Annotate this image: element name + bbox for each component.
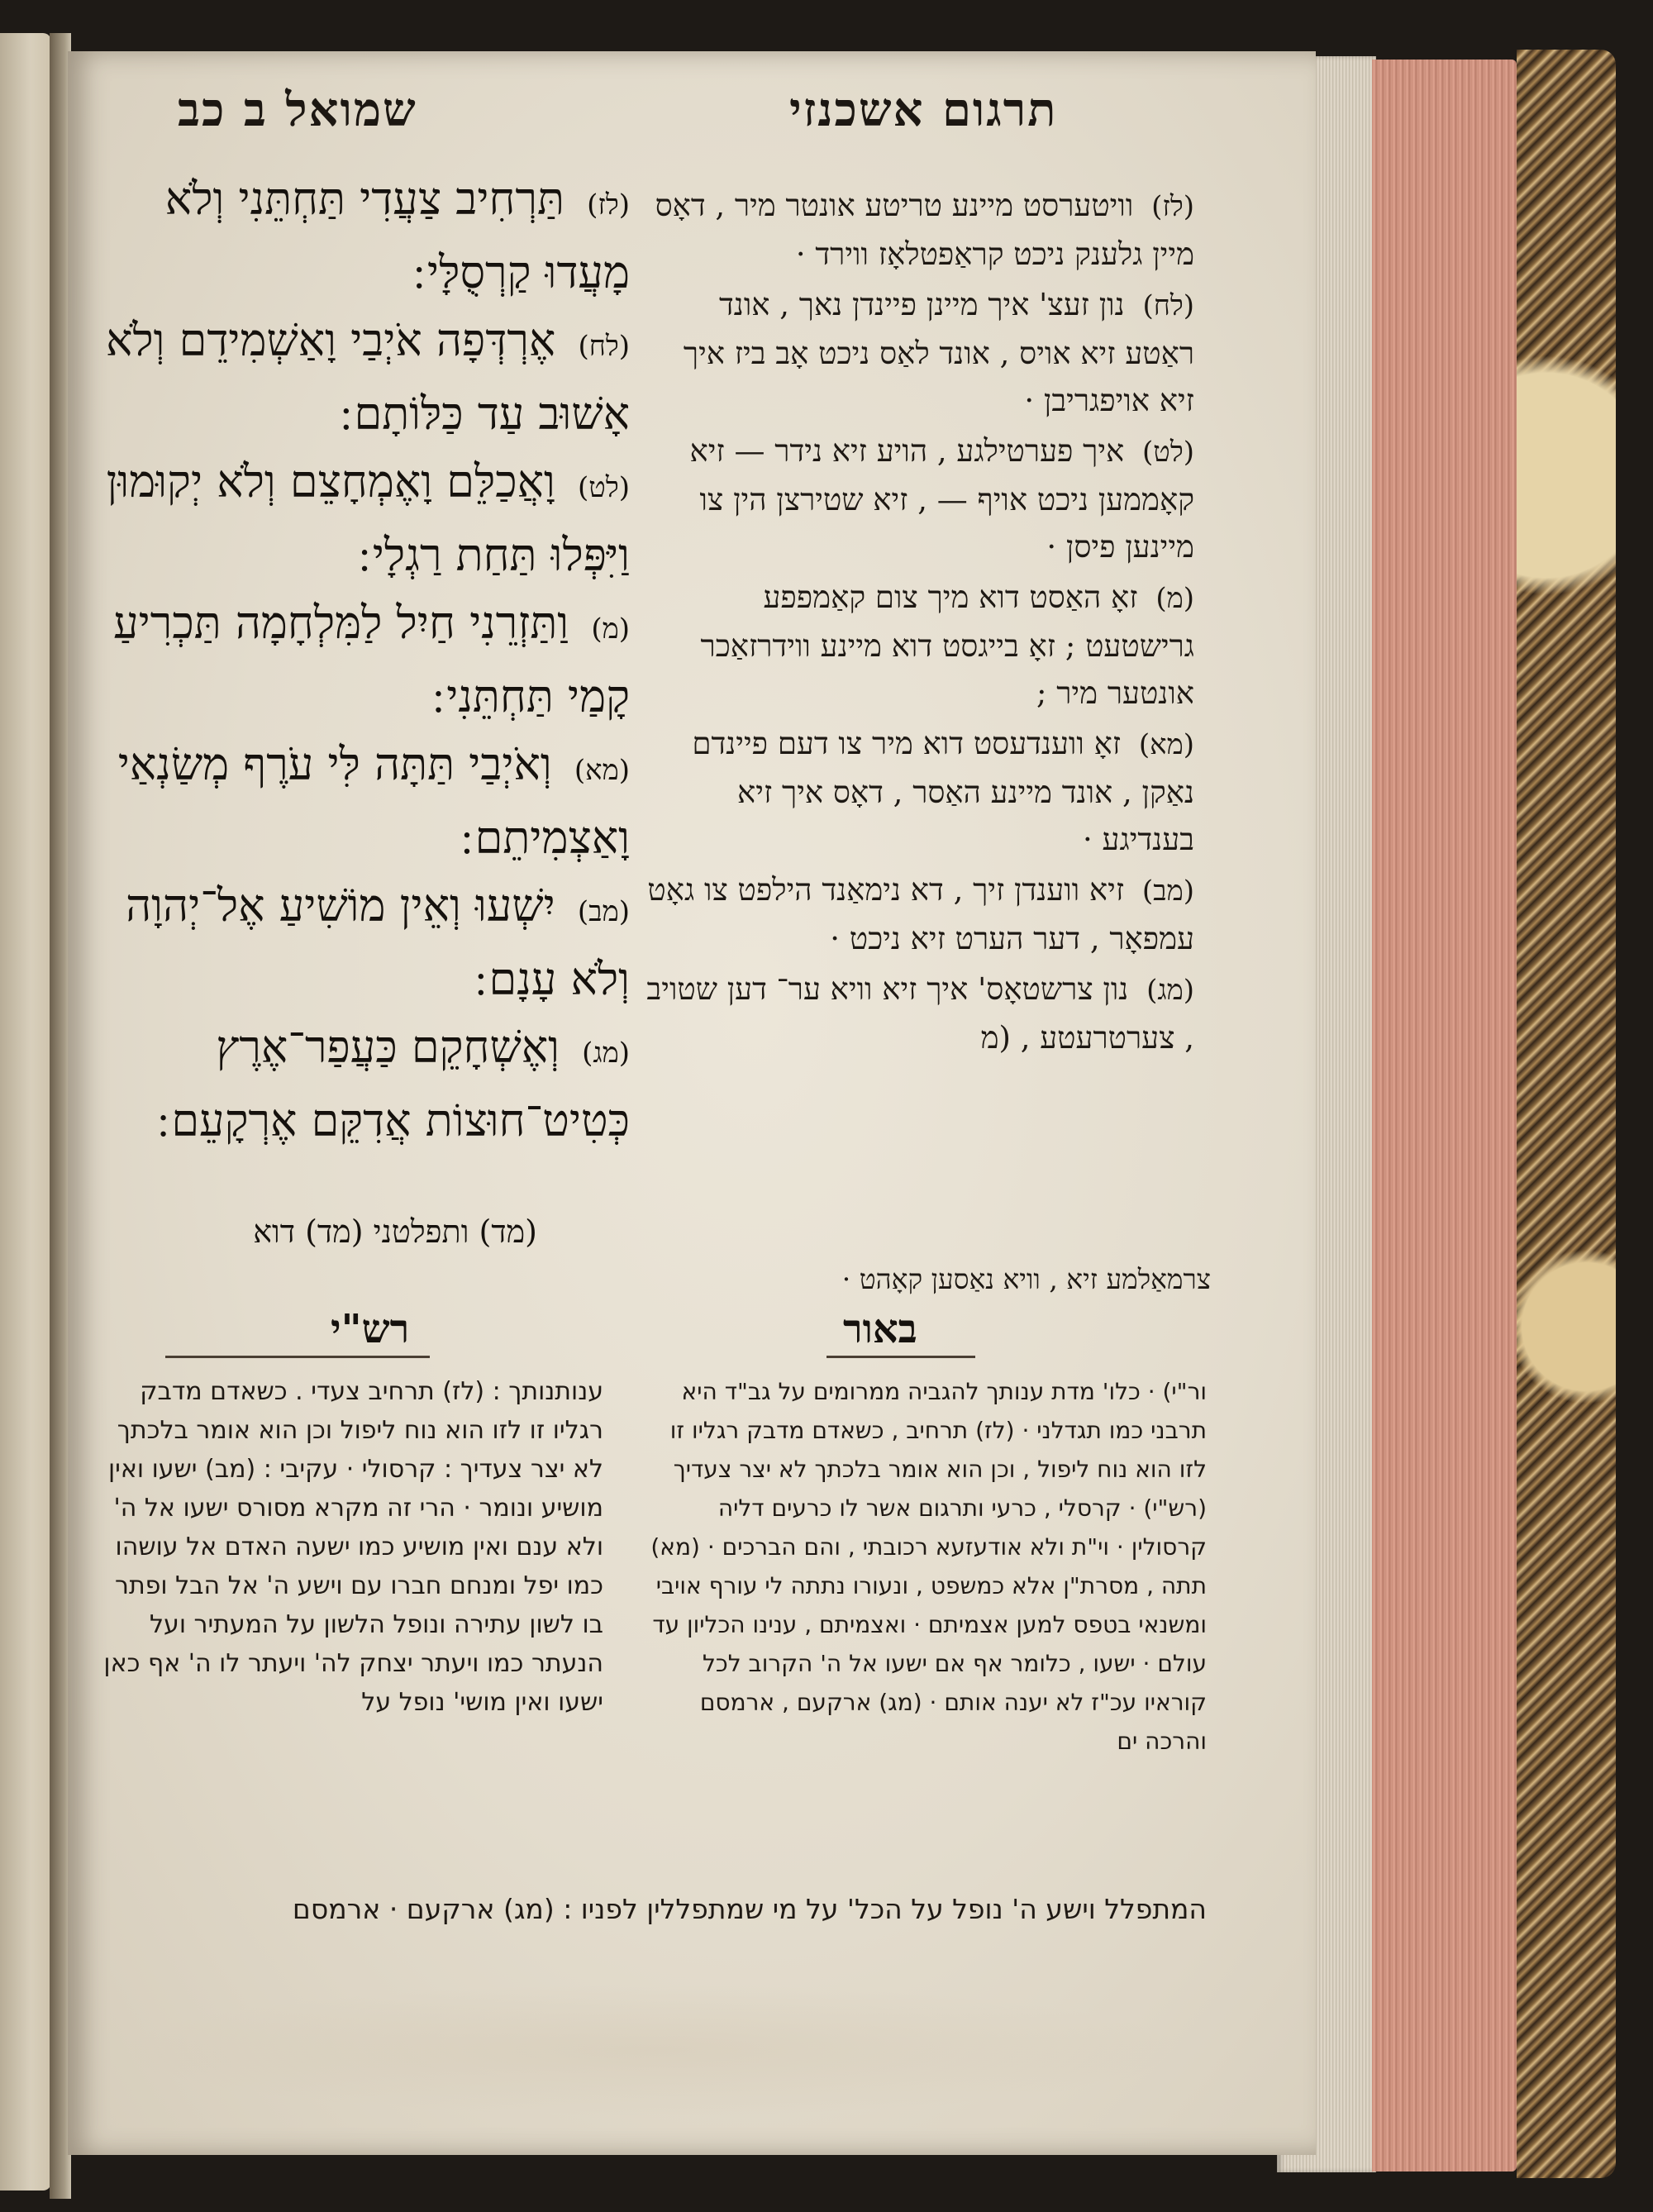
verse-text: זאָ האַסט דוא מיך צום קאַמפפע גרישטעט ; זאָ בייגסט דוא מיינע ווידרזאַכר אונטער מיר ; (700, 579, 1194, 711)
commentary-footer-line: המתפלל וישע ה' נופל על הכל' על מי שמתפללין לפניו : (מג) ארקעם · ארמסם (292, 1893, 1207, 1925)
verse-number: (מ) (591, 613, 630, 646)
biblical-verse (93, 448, 630, 589)
verse-number: (מא) (574, 754, 630, 787)
verse-text: וַתַּזְרֵנִי חַיִל לַמִּלְחָמָה תַּכְרִיעַ קָמַי תַּחְתֵּנִי ׃ (113, 597, 630, 722)
biur-heading: באור (843, 1306, 917, 1352)
verse-number: (מב) (1141, 875, 1194, 908)
biblical-verse (93, 1013, 630, 1155)
rashi-commentary: ענותנותך : (לז) תרחיב צעדי . כשאדם מדבק רגליו זו לזו הוא נוח ליפול וכן הוא אומר בלכתך לא יצר צעדיך : קרסולי · עקיבי : (מב) ישעו ואין מושיע ונומר · הרי זה מקרא מסורס ישעו אל ה' ולא ענם ואין מושיע כמו ישעה האדם אל עושהו כמו יפל ומנחם חברו עם וישע ה' אל הבל ופתר בו לשון עתירה ונופל הלשון על המעתיר ועל הנעתר כמו ויעתר יצחק לה' ויעתר לו ה' אף כאן ישעו ואין מושי' נופל על (103, 1377, 603, 1717)
verse-text: יִשְׁעוּ וְאֵין מוֹשִׁיעַ אֶל־יְהוָה וְלֹא עָנָם ׃ (126, 880, 630, 1005)
biblical-verse (93, 589, 630, 731)
verse-number: (לז) (587, 188, 630, 222)
biblical-verse (93, 307, 630, 448)
verse-number: (מא) (1138, 728, 1194, 761)
verse-text: וְאֶשְׁחָקֵם כַּעֲפַר־אֶרֶץ כְּטִיט־חוּצוֹת אֲדִקֵּם אֶרְקָעֵם ׃ (157, 1021, 630, 1147)
verse-text: וְאֹיְבַי תַּתָּה לִּי עֹרֶף מְשַׂנְאַי וָאַצְמִיתֵם ׃ (117, 738, 630, 864)
biur-commentary: ור"י) · כלו' מדת ענותך להגביה ממרומים על גב"ד היא תרבני כמו תגדלני · (לז) תרחיב , כשאדם מדבק רגליו זו לזו הוא נוח ליפול , וכן הוא אומר בלכתך לא יצר צעדיך (רש"י) · קרסלי , כרעי ותרגום אשר לו כרעים דליה קרסולין · וי"ת ולא אודעזעא רכובתי , והם הברכים · (מא) תתה , מסרת"ן אלא כמשפט , ונעורו נתתה לי עורף אויבי ומשנאי בטפס למען אצמיתם · ואצמיתם , ענינו הכליון עד עולם · ישעו , כלומר אף אם ישעו אל ה' הקרוב לכל קוראיו עכ"ז לא יענה אותם · (מג) ארקעם , ארמסם והרכה ים (650, 1378, 1207, 1755)
biblical-text-column (93, 165, 630, 1155)
translation-verse (645, 281, 1194, 424)
heading-rule (165, 1356, 430, 1358)
translation-continuation: צרמאַלמע זיא , וויא נאַסען קאָהט · (841, 1263, 1211, 1295)
verse-number: (לח) (1142, 289, 1194, 322)
translation-verse (645, 720, 1194, 863)
verse-text: וָאֲכַלֵּם וָאֶמְחָצֵם וְלֹא יְקוּמוּן וַיִּפְּלוּ תַּחַת רַגְלָי ׃ (106, 455, 630, 581)
translation-verse (645, 866, 1194, 962)
verse-text: זיא ווענדן זיך , דא נימאַנד הילפט צו גאָט עמפאָר , דער הערט זיא ניכט · (647, 872, 1194, 956)
verse-number: (לז) (1151, 190, 1194, 223)
verse-text: זאָ ווענדעסט דוא מיר צו דעם פיינדם נאַקן , אונד מיינע האַסר , דאָס איך זיא בענדיגע · (692, 726, 1194, 857)
translation-verse (645, 182, 1194, 278)
verse-number: (מג) (1146, 974, 1194, 1007)
running-head-translation: תרגום אשכנזי (789, 83, 1058, 137)
verse-number: (מ) (1155, 582, 1194, 615)
yiddish-translation-column (645, 182, 1194, 1065)
verse-text: תַּרְחִיב צַעֲדִי תַּחְתֵּנִי וְלֹא מָעֲדוּ קַרְסֻלָּי ׃ (164, 173, 630, 298)
red-page-edges (1372, 60, 1517, 2171)
heading-rule (826, 1356, 975, 1358)
paper-stain (116, 1984, 1190, 2116)
verse-number: (מג) (582, 1037, 630, 1070)
verse-text: וויטערסט מיינע טריטע אונטר מיר , דאָס מיין גלענק ניכט קראַפטלאָז ווירד · (655, 188, 1194, 272)
biblical-verse (93, 165, 630, 307)
verse-number: (מב) (577, 895, 630, 928)
marbled-cover (1517, 50, 1616, 2178)
verse-number: (לט) (578, 471, 630, 504)
verse-text: איך פערטילגע , הויע זיא נידר — זיא קאָממען ניכט אויף — , זיא שטירצן הין צו מיינען פיסן · (689, 433, 1194, 565)
verse-number: (לח) (578, 330, 630, 363)
verse-text: נון זעצ' איך מיינן פיינדן נאך , אונד ראַטע זיא אויס , אונד לאַס ניכט אָב ביז איך זיא אויפגריבן · (683, 287, 1194, 418)
translation-verse (645, 574, 1194, 717)
biblical-verse (93, 872, 630, 1013)
rashi-heading: רש"י (331, 1306, 410, 1352)
biblical-verse (93, 731, 630, 872)
facing-page-edge (0, 33, 51, 2191)
translation-verse (645, 965, 1194, 1061)
running-head-book: שמואל ב כב (178, 83, 417, 137)
verse-number: (לט) (1142, 436, 1194, 469)
verse-text: אֶרְדְּפָה אֹיְבַי וָאַשְׁמִידֵם וְלֹא אָשׁוּב עַד כַּלּוֹתָם ׃ (105, 314, 630, 440)
verse-text: נון צרשטאָס' איך זיא וויא ער־ דען שטויב , צערטרעטע , (מ (646, 971, 1194, 1056)
translation-verse (645, 427, 1194, 570)
biblical-continuation: (מד) ותפלטני (מד) דוא (253, 1213, 537, 1250)
